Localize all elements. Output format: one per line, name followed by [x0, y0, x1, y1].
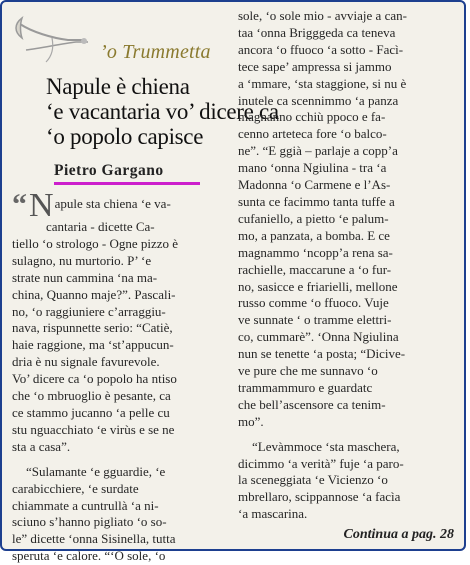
- text-line: no, sasicce e friarielli, mellone: [238, 278, 398, 294]
- continued-on-page-link[interactable]: Continua a pag. 28: [343, 527, 454, 542]
- rubric-header: [12, 14, 232, 74]
- text-line: no, ‘o raggiuniere c’arraggiu-: [12, 303, 166, 319]
- article-body-left: [12, 187, 230, 565]
- text-line: la sceneggiata ‘e Vicienzo ‘o: [238, 472, 388, 488]
- text-line: a ‘mmare, ‘sta staggione, si nu è: [238, 75, 407, 91]
- text-line: dicimmo ‘a verità” fuje ‘a paro-: [238, 455, 404, 471]
- text-line: ce stammo jucanno ‘a pelle cu: [12, 404, 170, 420]
- text-line: “Sulamante ‘e gguardie, ‘e: [26, 463, 166, 479]
- text-line: stu nguacchiato ‘e virùs e se ne: [12, 421, 175, 437]
- text-line: magnanno cchiù ppoco e fa-: [238, 109, 386, 125]
- article-body-right: [238, 8, 460, 523]
- text-line: mo”.: [238, 413, 264, 429]
- rubric-title: ’o Trummetta: [100, 41, 211, 63]
- text-line: nun se tenette ‘a posta; “Dicive-: [238, 346, 406, 362]
- text-line: “Napule sta chiena ‘e va-: [12, 187, 171, 224]
- text-line: rachielle, maccarune a ‘o fur-: [238, 261, 392, 277]
- right-column: [238, 4, 460, 544]
- text-line: sulagno, nu murtorio. P’ ‘e: [12, 252, 152, 268]
- text-line: ‘a mascarina.: [238, 506, 308, 522]
- text-line: speruta ‘e calore. “‘O sole, ‘o: [12, 548, 166, 564]
- text-line: magnammo ‘ncopp’a rena sa-: [238, 244, 393, 260]
- text-line: ve sunnate ‘ o tramme elettri-: [238, 312, 392, 328]
- text-line: mbrellaro, scippannose ‘a facìa: [238, 489, 401, 505]
- text-line: dria è nu signale favurevole.: [12, 354, 160, 370]
- text-line: cenno arteteca fore ‘o balco-: [238, 126, 387, 142]
- text-line: cufaniello, a pietto ‘e palum-: [238, 210, 389, 226]
- headline-line: ‘e vacantaria vo’ dicere ca: [46, 99, 279, 124]
- text-line: Vo’ dicere ca ‘o popolo ha ntiso: [12, 371, 177, 387]
- text-line: trammammuro e guardatc: [238, 379, 373, 395]
- text-line: sole, ‘o sole mio - avviaje a can-: [238, 8, 407, 23]
- text-line: ancora ‘o ffuoco ‘a sotto - Facì-: [238, 41, 404, 57]
- trumpet-icon: [12, 14, 92, 70]
- headline: [46, 74, 279, 149]
- byline-underline: [54, 182, 200, 185]
- text-line: inutele ca scennimmo ‘a panza: [238, 92, 399, 108]
- author-byline: Pietro Gargano: [54, 162, 164, 179]
- text-line: ne”. “E ggià – parlaje a copp’a: [238, 143, 398, 159]
- text-line: che bell’ascensore ca tenim-: [238, 396, 386, 412]
- text-line: tiello ‘o strologo - Ogne pizzo è: [12, 235, 179, 251]
- text-line: che ‘o mbruoglio è pesante, ca: [12, 388, 171, 404]
- text-line: strate nun cammina ‘na ma-: [12, 269, 158, 285]
- text-line: carabicchiere, ‘e surdate: [12, 480, 139, 496]
- text-line: sciuno s’hanno pigliato ‘o so-: [12, 514, 167, 530]
- text-line: russo comme ‘o ffuoco. Vuje: [238, 295, 389, 311]
- text-line: “Levàmmoce ‘sta maschera,: [252, 438, 400, 454]
- text-line: chiammate a cuntrullà ‘a ni-: [12, 497, 159, 513]
- text-line: mo, a panzata, a bomba. E ce: [238, 227, 390, 243]
- drop-cap: N: [29, 187, 54, 224]
- text-line: haie raggione, ma ‘st’appucun-: [12, 337, 174, 353]
- text-line: taa ‘onna Brigggeda ca teneva: [238, 24, 396, 40]
- headline-line: ‘o popolo capisce: [46, 124, 204, 149]
- text-line: cantaria - dicette Ca-: [46, 219, 155, 234]
- text-line: le” dicette ‘onna Sisinella, tutta: [12, 531, 176, 547]
- text-line: sta a casa”.: [12, 438, 71, 454]
- text-line: china, Quanno maje?”. Pascali-: [12, 286, 176, 302]
- text-line: nava, rispunnette serio: “Catiè,: [12, 320, 173, 336]
- text-line: mano ‘onna Ngiulina - tra ‘a: [238, 160, 387, 176]
- opening-quote: “: [12, 188, 27, 221]
- text-line: Madonna ‘o Carmene e l’As-: [238, 177, 391, 193]
- text-line: tece sape’ ampressa si jammo: [238, 58, 392, 74]
- headline-line: Napule è chiena: [46, 74, 190, 99]
- text-line: co, cummarè”. ‘Onna Ngiulina: [238, 329, 399, 345]
- text-line: ve pure che me sunnavo ‘o: [238, 363, 378, 379]
- text-line: sunta ce facimmo tanta tuffe a: [238, 193, 395, 209]
